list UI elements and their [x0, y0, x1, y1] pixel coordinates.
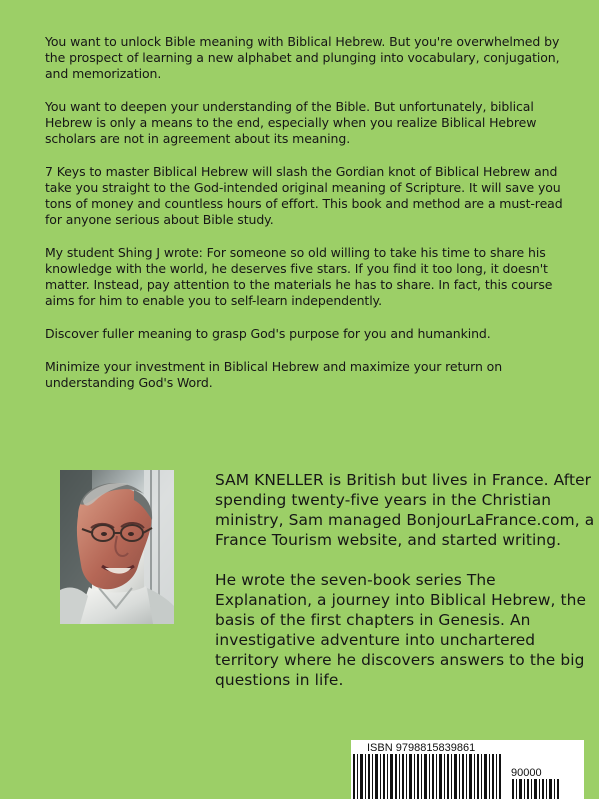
description-paragraph: Discover fuller meaning to grasp God's purpose for you and humankind.	[45, 326, 491, 341]
author-bio-paragraph: SAM KNELLER is British but lives in France. After spending twenty-five years in the Christian ministry, Sam managed BonjourLaFrance.com, a France Tourism website, and started writing.	[215, 471, 595, 549]
author-bio	[215, 470, 597, 710]
description-paragraph: You want to unlock Bible meaning with Biblical Hebrew. But you're overwhelmed by the prospect of learning a new alphabet and plunging into vocabulary, conjugation, and memorization.	[45, 34, 560, 81]
barcode-side-icon	[511, 779, 563, 799]
author-portrait-image	[60, 470, 174, 624]
price-code: 90000	[511, 767, 542, 779]
author-section	[60, 470, 595, 740]
description-paragraph: My student Shing J wrote: For someone so old willing to take his time to share his knowledge with the world, he deserves five stars. If you find it too long, it doesn't matter. Instead, pay attention to the materials he has to share. In fact, this course aims for him to enable you to self-learn independently.	[45, 245, 553, 308]
description-paragraph: You want to deepen your understanding of the Bible. But unfortunately, biblical Hebrew is only a means to the end, especially when you realize Biblical Hebrew scholars are not in agreement about its meaning.	[45, 99, 537, 146]
barcode-main-icon	[351, 754, 502, 799]
book-description	[45, 34, 573, 408]
author-photo	[60, 470, 174, 624]
description-paragraph: 7 Keys to master Biblical Hebrew will slash the Gordian knot of Biblical Hebrew and take you straight to the God-intended original meaning of Scripture. It will save you tons of money and countless hours of effort. This book and method are a must-read for anyone serious about Bible study.	[45, 164, 563, 227]
isbn-label: ISBN 9798815839861	[367, 742, 476, 754]
author-bio-paragraph: He wrote the seven-book series The Explanation, a journey into Biblical Hebrew, the basis of the first chapters in Genesis. An investigative adventure into unchartered territory where he discovers answers to the big questions in life.	[215, 571, 587, 689]
isbn-barcode	[351, 740, 584, 799]
description-paragraph: Minimize your investment in Biblical Hebrew and maximize your return on understanding God's Word.	[45, 359, 503, 390]
